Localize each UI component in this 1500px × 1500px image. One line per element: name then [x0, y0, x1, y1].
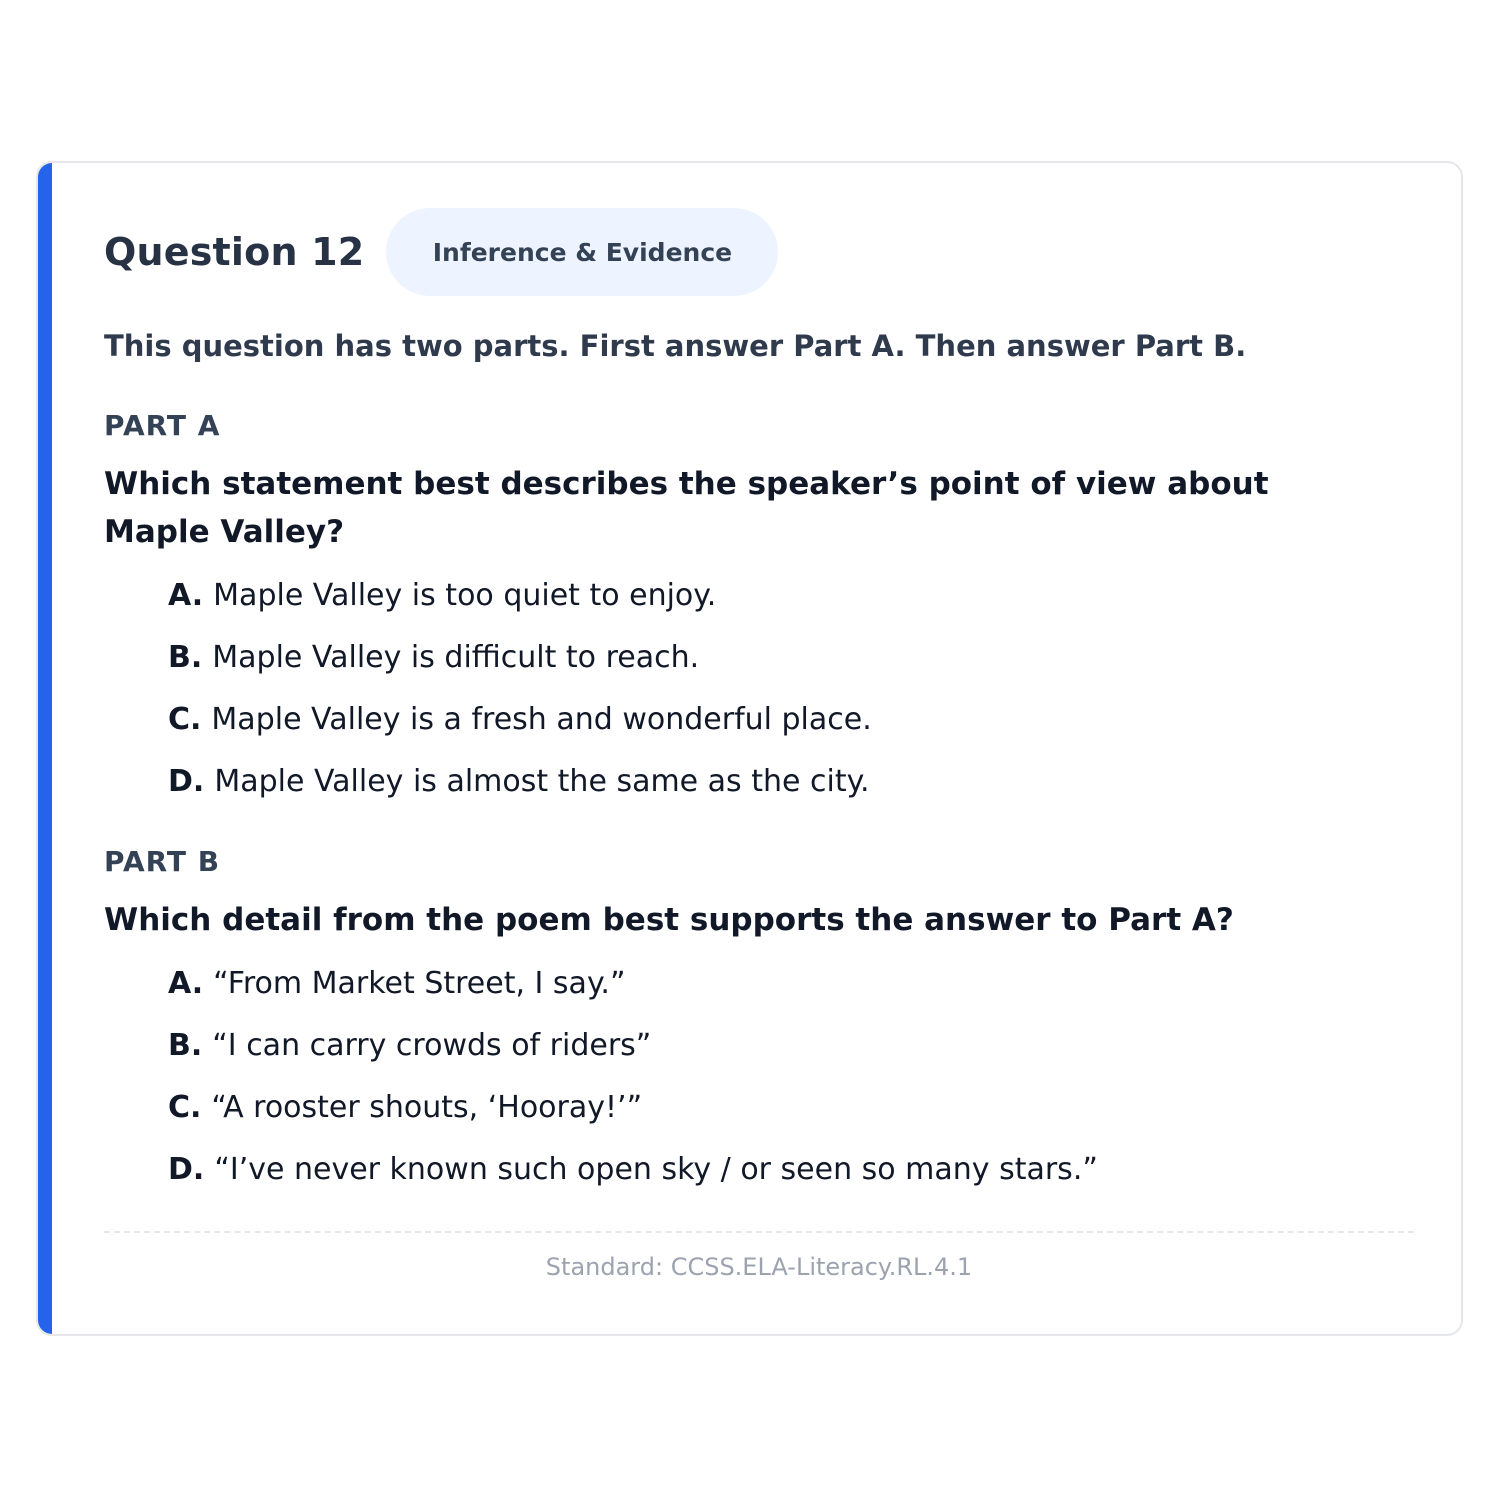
option-letter: D. [168, 764, 205, 799]
accent-bar [36, 161, 52, 1336]
answer-option-c[interactable] [168, 700, 872, 762]
standard-label: Standard: CCSS.ELA-Literacy.RL.4.1 [545, 1253, 973, 1281]
part-b-label: PART B [104, 845, 221, 878]
question-card [36, 161, 1463, 1336]
part-a-label: PART A [104, 409, 221, 442]
answer-option-c[interactable] [168, 1088, 1098, 1150]
option-letter: B. [168, 1028, 203, 1063]
option-text: “A rooster shouts, ‘Hooray!’” [211, 1090, 643, 1125]
answer-option-d[interactable] [168, 762, 872, 824]
question-header [104, 208, 778, 296]
option-letter: D. [168, 1152, 205, 1187]
option-letter: C. [168, 702, 202, 737]
question-title: Question 12 [104, 230, 365, 274]
option-text: “From Market Street, I say.” [213, 966, 626, 1001]
option-letter: B. [168, 640, 203, 675]
option-text: Maple Valley is too quiet to enjoy. [213, 578, 717, 613]
answer-option-a[interactable] [168, 964, 1098, 1026]
dashed-divider [104, 1231, 1414, 1233]
part-a-prompt: Which statement best describes the speaker’s point of view about Maple Valley? [104, 466, 1269, 550]
option-letter: A. [168, 578, 204, 613]
option-letter: A. [168, 966, 204, 1001]
part-b-options [168, 964, 1098, 1212]
option-text: “I can carry crowds of riders” [212, 1028, 652, 1063]
answer-option-b[interactable] [168, 1026, 1098, 1088]
answer-option-a[interactable] [168, 576, 872, 638]
question-instructions: This question has two parts. First answer Part A. Then answer Part B. [104, 329, 1247, 363]
option-text: Maple Valley is a fresh and wonderful place. [211, 702, 872, 737]
part-a-options [168, 576, 872, 824]
part-b-prompt: Which detail from the poem best supports the answer to Part A? [104, 902, 1234, 938]
answer-option-b[interactable] [168, 638, 872, 700]
option-text: “I’ve never known such open sky / or seen so many stars.” [214, 1152, 1098, 1187]
option-text: Maple Valley is almost the same as the city. [214, 764, 870, 799]
answer-option-d[interactable] [168, 1150, 1098, 1212]
option-letter: C. [168, 1090, 202, 1125]
option-text: Maple Valley is difficult to reach. [212, 640, 700, 675]
category-badge: Inference & Evidence [386, 208, 778, 296]
